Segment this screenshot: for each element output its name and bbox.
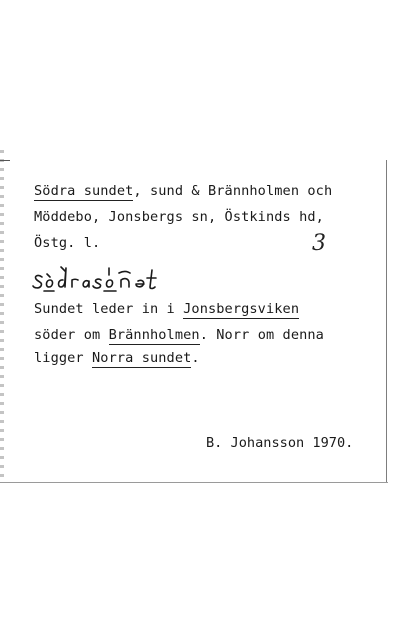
location-line: Möddebo, Jonsbergs sn, Östkinds hd,: [34, 209, 324, 225]
description-text: söder om: [34, 327, 109, 343]
province-line: Östg. l.: [34, 235, 101, 251]
place-description: , sund & Brännholmen och: [133, 183, 333, 199]
place-name-line: [34, 183, 332, 199]
referenced-place-brannholmen: Brännholmen: [108, 327, 200, 343]
card-edge-left: [0, 150, 4, 480]
card-edge-bottom: [0, 482, 388, 483]
description-text: ligger: [34, 350, 92, 366]
card-tick-mark: [0, 160, 10, 161]
referenced-place-norra-sundet: Norra sundet: [92, 350, 192, 366]
description-text: Sundet leder in i: [34, 301, 184, 317]
referenced-place-jonsbergsviken: Jonsbergsviken: [183, 301, 300, 317]
card-edge-right: [386, 160, 387, 482]
description-line-3: [34, 350, 200, 366]
description-line-1: [34, 301, 299, 317]
description-text: .: [191, 350, 200, 366]
place-name: Södra sundet: [34, 183, 134, 199]
description-text: . Norr om denna: [199, 327, 324, 343]
collector-signature: B. Johansson 1970.: [206, 435, 354, 451]
phonetic-transcription: [30, 258, 200, 302]
card-number: 3: [312, 231, 326, 256]
description-line-2: [34, 327, 324, 343]
phonetic-handwriting-icon: [30, 258, 200, 298]
